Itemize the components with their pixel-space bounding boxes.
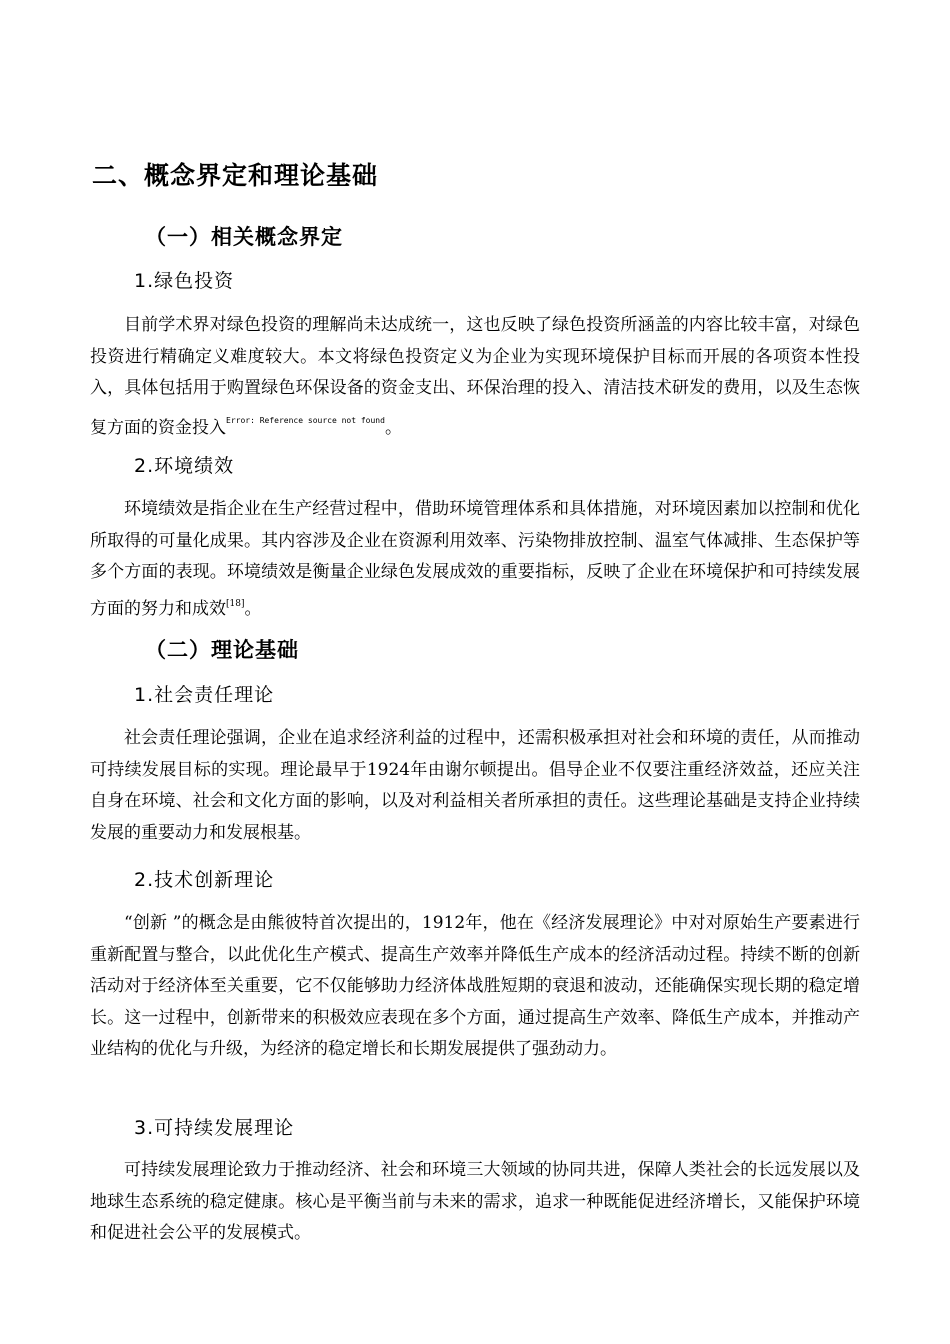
heading-sustainable-development: 3.可持续发展理论	[134, 1117, 295, 1139]
heading-environmental-performance: 2.环境绩效	[134, 455, 235, 477]
reference-error-marker: Error: Reference source not found	[226, 415, 385, 425]
paragraph-end: 。	[384, 417, 402, 438]
paragraph-environmental-performance	[90, 494, 860, 625]
heading-green-investment: 1.绿色投资	[134, 270, 235, 292]
paragraph-sustainable-development: 可持续发展理论致力于推动经济、社会和环境三大领域的协同共进，保障人类社会的长远发展以及地球生态系统的稳定健康。核心是平衡当前与未来的需求，追求一种既能促进经济增长，又能保护环境和促进社会公平的发展模式。	[90, 1160, 860, 1243]
subsection-heading-concepts: （一）相关概念界定	[145, 225, 343, 249]
paragraph-technical-innovation: “创新 ”的概念是由熊彼特首次提出的，1912年，他在《经济发展理论》中对对原始生产要素进行重新配置与整合，以此优化生产模式、提高生产效率并降低生产成本的经济活动过程。持续不断的创新活动对于经济体至关重要，它不仅能够助力经济体战胜短期的衰退和波动，还能确保实现长期的稳定增长。这一过程中，创新带来的积极效应表现在多个方面，通过提高生产效率、降低生产成本，并推动产业结构的优化与升级，为经济的稳定增长和长期发展提供了强劲动力。	[90, 913, 860, 1059]
paragraph-social-responsibility: 社会责任理论强调，企业在追求经济利益的过程中，还需积极承担对社会和环境的责任，从而推动可持续发展目标的实现。理论最早于1924年由谢尔顿提出。倡导企业不仅要注重经济效益，还应关注自身在环境、社会和文化方面的影响，以及对利益相关者所承担的责任。这些理论基础是支持企业持续发展的重要动力和发展根基。	[90, 728, 860, 843]
heading-social-responsibility: 1.社会责任理论	[134, 684, 275, 706]
paragraph-end: 。	[244, 598, 262, 619]
subsection-heading-theory: （二）理论基础	[145, 638, 299, 662]
heading-technical-innovation: 2.技术创新理论	[134, 869, 275, 891]
citation-marker: [18]	[226, 598, 245, 609]
paragraph-green-investment	[90, 310, 860, 444]
paragraph-text: 目前学术界对绿色投资的理解尚未达成统一，这也反映了绿色投资所涵盖的内容比较丰富，对绿色投资进行精确定义难度较大。本文将绿色投资定义为企业为实现环境保护目标而开展的各项资本性投入，具体包括用于购置绿色环保设备的资金支出、环保治理的投入、清洁技术研发的费用，以及生态恢复方面的资金投入	[90, 315, 860, 438]
paragraph-text: 环境绩效是指企业在生产经营过程中，借助环境管理体系和具体措施，对环境因素加以控制和优化所取得的可量化成果。其内容涉及企业在资源利用效率、污染物排放控制、温室气体减排、生态保护等多个方面的表现。环境绩效是衡量企业绿色发展成效的重要指标，反映了企业在环境保护和可持续发展方面的努力和成效	[90, 499, 860, 619]
section-heading: 二、概念界定和理论基础	[92, 161, 379, 190]
